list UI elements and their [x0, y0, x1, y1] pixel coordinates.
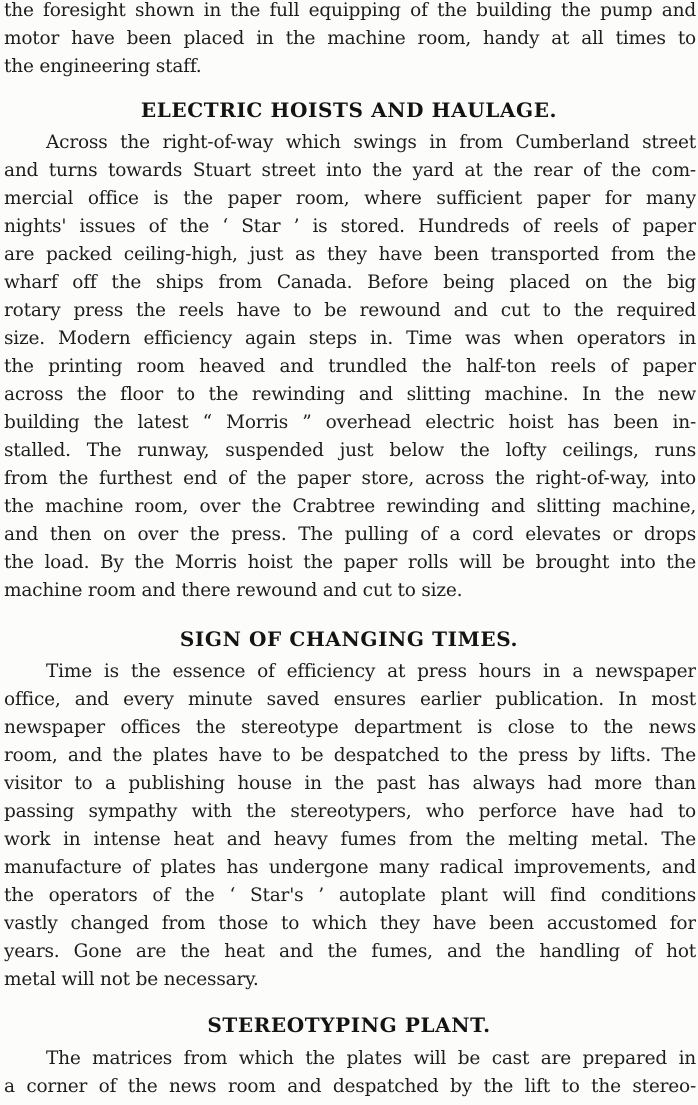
stereo-line-2: a corner of the news room and despatched by the lift to the stereo- [4, 1076, 696, 1097]
times-line-8: manufacture of plates has undergone many radical improvements, and [4, 857, 696, 878]
stereo-line-1: The matrices from which the plates will be cast are prepared in [46, 1048, 696, 1069]
hoists-line-4: nights' issues of the ‘ Star ’ is stored. Hundreds of reels of paper [4, 216, 696, 237]
times-line-6: passing sympathy with the stereotypers, who perforce have had to [4, 801, 696, 822]
section-heading-times: SIGN OF CHANGING TIMES. [179, 627, 519, 651]
hoists-line-10: across the floor to the rewinding and slitting machine. In the new [4, 384, 696, 405]
intro-line-1: the foresight shown in the full equipping of the building the pump and [4, 0, 696, 21]
hoists-line-14: the machine room, over the Crabtree rewinding and slitting machine, [4, 496, 696, 517]
times-line-7: work in intense heat and heavy fumes from the melting metal. The [4, 829, 696, 850]
hoists-line-13: from the furthest end of the paper store, across the right-of-way, into [4, 468, 696, 489]
hoists-line-16: the load. By the Morris hoist the paper rolls will be brought into the [4, 552, 696, 573]
hoists-line-7: rotary press the reels have to be rewound and cut to the required [4, 300, 696, 321]
hoists-line-8: size. Modern efficiency again steps in. Time was when operators in [4, 328, 696, 349]
hoists-line-17: machine room and there rewound and cut to size. [4, 580, 463, 601]
times-line-5: visitor to a publishing house in the past has always had more than [4, 773, 696, 794]
intro-line-2: motor have been placed in the machine room, handy at all times to [4, 28, 696, 49]
hoists-line-1: Across the right-of-way which swings in from Cumberland street [46, 132, 696, 153]
hoists-line-6: wharf off the ships from Canada. Before being placed on the big [4, 272, 696, 293]
times-line-1: Time is the essence of efficiency at press hours in a newspaper [46, 661, 696, 682]
hoists-line-9: the printing room heaved and trundled the half-ton reels of paper [4, 356, 696, 377]
times-line-11: years. Gone are the heat and the fumes, and the handling of hot [4, 941, 696, 962]
section-heading-hoists: ELECTRIC HOISTS AND HAULAGE. [140, 98, 558, 122]
times-line-2: office, and every minute saved ensures earlier publication. In most [4, 689, 696, 710]
times-line-3: newspaper offices the stereotype department is close to the news [4, 717, 696, 738]
intro-line-3: the engineering staff. [4, 56, 202, 77]
times-line-9: the operators of the ‘ Star's ’ autoplate plant will find conditions [4, 885, 696, 906]
hoists-line-11: building the latest “ Morris ” overhead electric hoist has been in- [4, 412, 696, 433]
times-line-10: vastly changed from those to which they have been accustomed for [4, 913, 696, 934]
hoists-line-3: mercial office is the paper room, where sufficient paper for many [4, 188, 696, 209]
hoists-line-12: stalled. The runway, suspended just below the lofty ceilings, runs [4, 440, 696, 461]
times-line-12: metal will not be necessary. [4, 969, 259, 990]
hoists-line-2: and turns towards Stuart street into the yard at the rear of the com- [4, 160, 696, 181]
times-line-4: room, and the plates have to be despatched to the press by lifts. The [4, 745, 696, 766]
hoists-line-5: are packed ceiling-high, just as they have been transported from the [4, 244, 696, 265]
hoists-line-15: and then on over the press. The pulling of a cord elevates or drops [4, 524, 696, 545]
section-heading-stereo: STEREOTYPING PLANT. [207, 1013, 491, 1037]
